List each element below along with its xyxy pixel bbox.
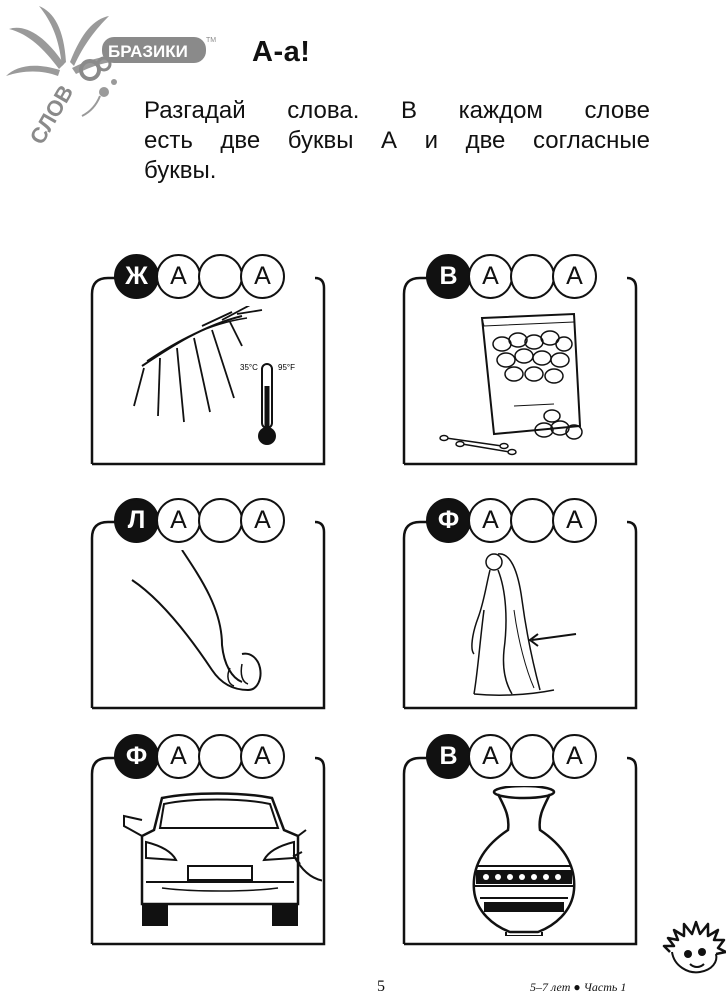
letter-slot-empty[interactable]	[510, 734, 555, 779]
letter-slot[interactable]: А	[552, 734, 597, 779]
letter-slot[interactable]: А	[156, 498, 201, 543]
footer-bullet: ●	[573, 980, 581, 994]
letter-slot[interactable]: А	[240, 734, 285, 779]
word-card-veil	[402, 498, 638, 710]
logo-trademark: TM	[206, 37, 217, 44]
letter-slot[interactable]: А	[240, 254, 285, 299]
letter-slot[interactable]: А	[468, 254, 513, 299]
logo-top-text: БРАЗИКИ	[108, 42, 188, 61]
task-text	[144, 96, 650, 186]
letter-slot-empty[interactable]	[198, 498, 243, 543]
word-card-cotton	[402, 254, 638, 466]
task-line: Разгадай слова. В каждом слове	[144, 97, 650, 124]
bride-veil-icon	[414, 550, 624, 700]
letter-slot[interactable]: А	[468, 498, 513, 543]
hedgehog-icon	[660, 912, 726, 978]
letter-slot-given: Ж	[114, 254, 159, 299]
word-card-vase	[402, 734, 638, 946]
letter-slot[interactable]: А	[156, 734, 201, 779]
footer-series	[530, 980, 626, 995]
letter-slot-empty[interactable]	[510, 498, 555, 543]
letter-slots	[426, 734, 594, 782]
logo-arc-text: СЛОВ	[24, 80, 79, 149]
paw-icon	[102, 550, 312, 700]
letter-slot-given: Ф	[426, 498, 471, 543]
footer-age: 5–7 лет	[530, 980, 571, 994]
letter-slot[interactable]: А	[240, 498, 285, 543]
word-card-headlight	[90, 734, 326, 946]
word-card-paw	[90, 498, 326, 710]
letter-slot-empty[interactable]	[198, 734, 243, 779]
letter-slot[interactable]: А	[552, 254, 597, 299]
letter-slot[interactable]: А	[468, 734, 513, 779]
letter-slots	[426, 498, 594, 546]
temp-celsius: 35°С	[240, 363, 258, 372]
letter-slot-empty[interactable]	[198, 254, 243, 299]
vase-icon	[414, 786, 624, 936]
letter-slot[interactable]: А	[156, 254, 201, 299]
footer-part: Часть 1	[583, 980, 627, 994]
task-line: есть две буквы А и две согласные	[144, 127, 650, 154]
page-title: А-а!	[252, 36, 311, 68]
letter-slot-given: В	[426, 734, 471, 779]
letter-slots	[114, 254, 282, 302]
letter-slots	[426, 254, 594, 302]
temp-fahrenheit: 95°F	[278, 363, 295, 372]
letter-slot-given: Л	[114, 498, 159, 543]
task-line: буквы.	[144, 157, 217, 184]
letter-slot-given: Ф	[114, 734, 159, 779]
letter-slot-given: В	[426, 254, 471, 299]
page-number: 5	[377, 978, 385, 995]
sun-thermometer-icon	[102, 306, 312, 456]
letter-slot[interactable]: А	[552, 498, 597, 543]
word-card-heat	[90, 254, 326, 466]
letter-slot-empty[interactable]	[510, 254, 555, 299]
letter-slots	[114, 498, 282, 546]
cotton-pack-icon	[414, 306, 624, 456]
car-headlight-icon	[102, 786, 322, 936]
letter-slots	[114, 734, 282, 782]
